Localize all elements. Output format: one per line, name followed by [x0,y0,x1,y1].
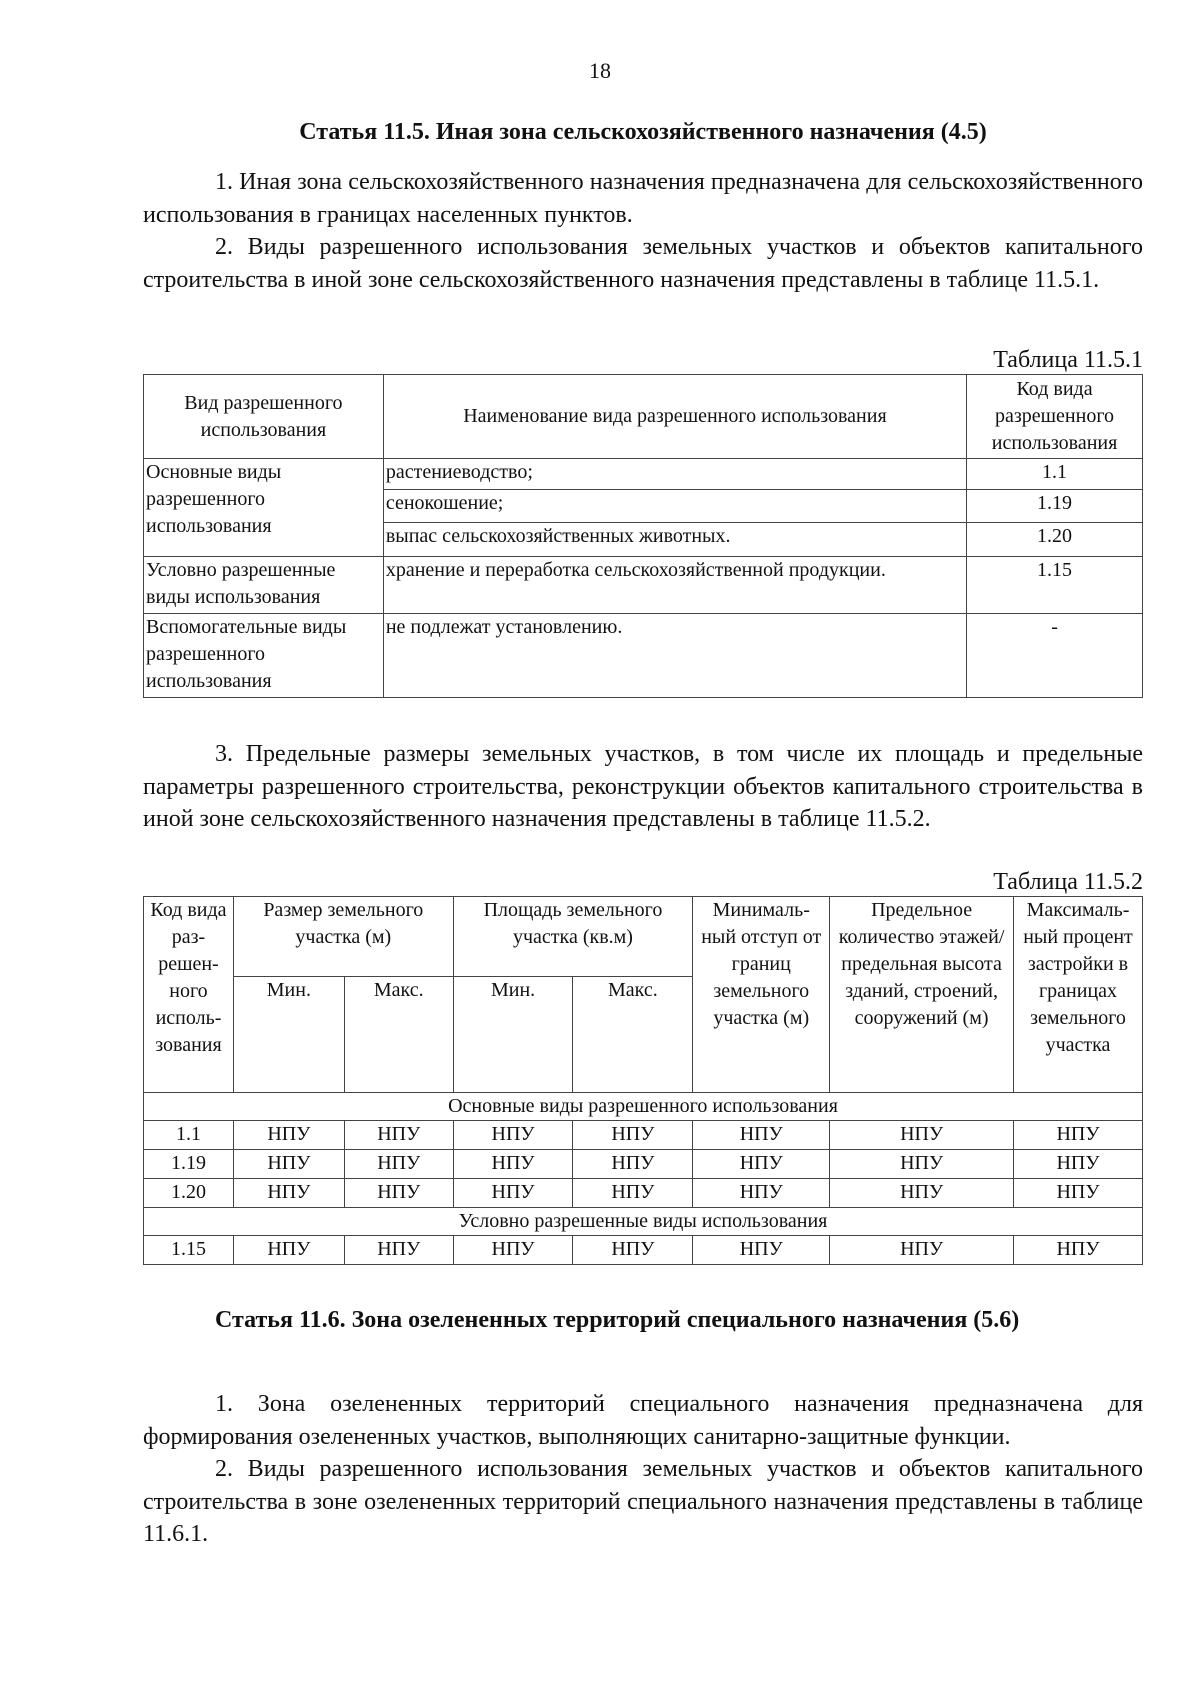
cell: НПУ [1014,1150,1143,1179]
cell: НПУ [573,1236,693,1265]
table-11-5-2 [143,896,1143,1265]
article-11-6-paragraph-2: 2. Виды разрешенного использования земельных участков и объектов капитального строительства в зоне озелененных территорий специального назначения представлены в таблице 11.6.1. [143,1456,1143,1547]
cell: НПУ [344,1236,453,1265]
cell: НПУ [233,1121,344,1150]
cell: НПУ [344,1121,453,1150]
table-11-5-2-caption: Таблица 11.5.2 [993,869,1143,895]
header-use-code: Код вида раз-решен-ного исполь-зования [144,897,234,1093]
table-row [144,1179,1143,1208]
article-11-5-paragraph-2: 2. Виды разрешенного использования земельных участков и объектов капитального строительства в иной зоне сельскохозяйственного назначения представлены в таблице 11.5.1. [143,234,1143,293]
cell: НПУ [233,1179,344,1208]
header-plot-size: Размер земельного участка (м) [233,897,453,977]
header-permitted-use-type: Вид разрешенного использования [144,375,384,459]
cell: НПУ [453,1179,573,1208]
cell: НПУ [830,1236,1014,1265]
article-11-5-title: Статья 11.5. Иная зона сельскохозяйственного назначения (4.5) [299,119,987,145]
use-name: выпас сельскохозяйственных животных. [383,523,966,557]
cell: НПУ [693,1236,830,1265]
cell: НПУ [1014,1179,1143,1208]
table-row [144,1236,1143,1265]
use-name: растениеводство; [383,459,966,490]
article-11-6-title: Статья 11.6. Зона озелененных территорий специального назначения (5.6) [215,1307,1020,1333]
cell: НПУ [830,1150,1014,1179]
page-number: 18 [589,58,611,83]
section-row [144,1093,1143,1121]
cell: НПУ [830,1179,1014,1208]
table-row [144,614,1143,698]
header-permitted-use-code: Код вида разрешенного использования [967,375,1143,459]
section-main-uses: Основные виды разрешенного использования [144,1093,1143,1121]
header-permitted-use-name: Наименование вида разрешенного использования [383,375,966,459]
cell: НПУ [344,1150,453,1179]
header-area-max: Макс. [573,977,693,1093]
cell: НПУ [573,1150,693,1179]
section-conditional-uses: Условно разрешенные виды использования [144,1208,1143,1236]
article-11-5-paragraph-1: 1. Иная зона сельскохозяйственного назначения предназначена для сельскохозяйственного использования в границах населенных пунктов. [143,169,1143,228]
table-row [144,557,1143,614]
cell: НПУ [693,1121,830,1150]
group-auxiliary: Вспомогательные виды разрешенного использования [144,614,384,698]
table-row [144,459,1143,490]
cell: НПУ [453,1236,573,1265]
use-code: - [967,614,1143,698]
use-name: сенокошение; [383,490,966,523]
use-name: хранение и переработка сельскохозяйственной продукции. [383,557,966,614]
header-max-floors-height: Предельное количество этажей/ предельная высота зданий, строений, сооружений (м) [830,897,1014,1093]
table-11-5-1-caption: Таблица 11.5.1 [993,347,1143,373]
cell: НПУ [344,1179,453,1208]
cell: НПУ [830,1121,1014,1150]
cell: НПУ [573,1121,693,1150]
table-header-row [144,375,1143,459]
header-size-max: Макс. [344,977,453,1093]
group-conditional: Условно разрешенные виды использования [144,557,384,614]
header-size-min: Мин. [233,977,344,1093]
use-code: 1.19 [967,490,1143,523]
article-11-6-paragraph-1: 1. Зона озелененных территорий специального назначения предназначена для формирования озелененных участков, выполняющих санитарно-защитные функции. [143,1391,1143,1450]
row-code: 1.19 [144,1150,234,1179]
use-code: 1.20 [967,523,1143,557]
cell: НПУ [233,1236,344,1265]
header-max-coverage: Максималь-ный процент застройки в границах земельного участка [1014,897,1143,1093]
table-row [144,1121,1143,1150]
cell: НПУ [573,1179,693,1208]
table-11-5-1 [143,374,1143,698]
use-name: не подлежат установлению. [383,614,966,698]
cell: НПУ [1014,1236,1143,1265]
cell: НПУ [1014,1121,1143,1150]
use-code: 1.15 [967,557,1143,614]
group-main: Основные виды разрешенного использования [144,459,384,557]
row-code: 1.20 [144,1179,234,1208]
header-min-setback: Минималь-ный отступ от границ земельного участка (м) [693,897,830,1093]
section-row [144,1208,1143,1236]
row-code: 1.15 [144,1236,234,1265]
cell: НПУ [693,1179,830,1208]
row-code: 1.1 [144,1121,234,1150]
use-code: 1.1 [967,459,1143,490]
header-area-min: Мин. [453,977,573,1093]
cell: НПУ [453,1121,573,1150]
cell: НПУ [453,1150,573,1179]
article-11-5-paragraph-3: 3. Предельные размеры земельных участков, в том числе их площадь и предельные параметры разрешенного строительства, реконструкции объектов капитального строительства в иной зоне сельскохозяйственного назначения представлены в таблице 11.5.2. [143,741,1143,832]
table-row [144,1150,1143,1179]
cell: НПУ [693,1150,830,1179]
cell: НПУ [233,1150,344,1179]
table-header-row [144,897,1143,977]
header-plot-area: Площадь земельного участка (кв.м) [453,897,693,977]
